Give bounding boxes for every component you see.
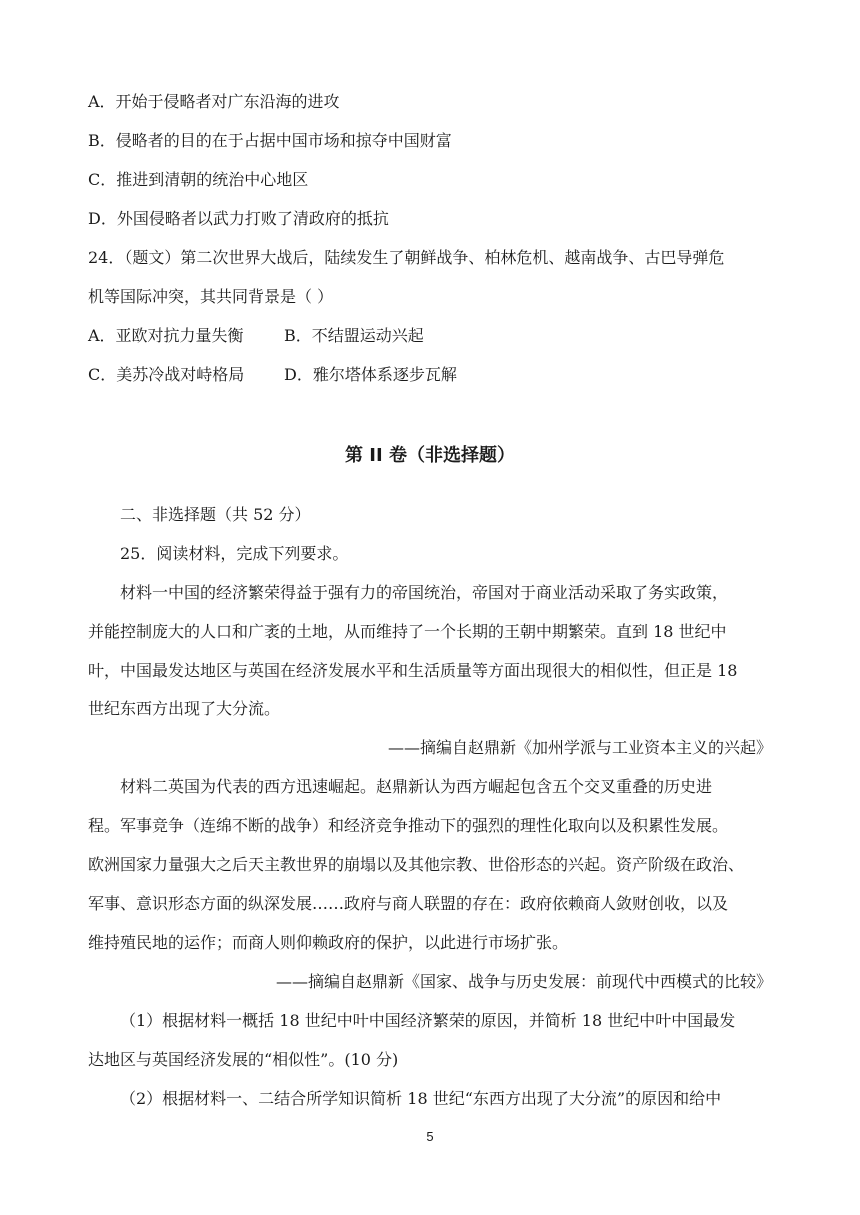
q25-intro: 25．阅读材料，完成下列要求。: [120, 544, 349, 563]
material-two-source: ——摘编自赵鼎新《国家、战争与历史发展：前现代中西模式的比较》: [275, 972, 772, 991]
sub-question-2: （2）根据材料一、二结合所学知识简析 18 世纪“东西方出现了大分流”的原因和给中: [120, 1089, 722, 1108]
page-number: 5: [426, 1129, 434, 1144]
q24-stem-line1: 24．（题文）第二次世界大战后，陆续发生了朝鲜战争、柏林危机、越南战争、古巴导弹危: [88, 248, 725, 267]
material-one-source: ——摘编自赵鼎新《加州学派与工业资本主义的兴起》: [387, 738, 772, 757]
q23-option-a: A．开始于侵略者对广东沿海的进攻: [88, 92, 340, 111]
material-two-line: 维持殖民地的运作；而商人则仰赖政府的保护，以此进行市场扩张。: [88, 933, 569, 952]
material-one-line: 叶，中国最发达地区与英国在经济发展水平和生活质量等方面出现很大的相似性，但正是 18: [88, 661, 738, 680]
material-one-line: 材料一中国的经济繁荣得益于强有力的帝国统治，帝国对于商业活动采取了务实政策，: [120, 583, 729, 602]
q23-option-b: B．侵略者的目的在于占据中国市场和掠夺中国财富: [88, 131, 452, 150]
material-two-line: 程。军事竞争（连绵不断的战争）和经济竞争推动下的强烈的理性化取向以及积累性发展。: [88, 816, 729, 835]
material-two-line: 军事、意识形态方面的纵深发展……政府与商人联盟的存在：政府依赖商人敛财创收，以及: [88, 894, 729, 913]
section-title: 第 II 卷（非选择题）: [345, 445, 515, 466]
sub-question-1-line: （1）根据材料一概括 18 世纪中叶中国经济繁荣的原因，并简析 18 世纪中叶中国最发: [120, 1011, 736, 1030]
q24-option-b: B．不结盟运动兴起: [284, 326, 424, 345]
q23-option-c: C．推进到清朝的统治中心地区: [88, 170, 309, 189]
q23-option-d: D．外国侵略者以武力打败了清政府的抵抗: [88, 209, 389, 228]
q24-option-c: C．美苏冷战对峙格局: [88, 365, 245, 384]
section-subtitle: 二、非选择题（共 52 分）: [120, 505, 311, 524]
q24-option-d: D．雅尔塔体系逐步瓦解: [284, 365, 457, 384]
material-one-line: 并能控制庞大的人口和广袤的土地，从而维持了一个长期的王朝中期繁荣。直到 18 世纪中: [88, 622, 727, 641]
sub-question-1-line: 达地区与英国经济发展的“相似性”。(10 分): [88, 1050, 399, 1069]
material-one-line: 世纪东西方出现了大分流。: [88, 699, 281, 718]
material-two-line: 欧洲国家力量强大之后天主教世界的崩塌以及其他宗教、世俗形态的兴起。资产阶级在政治、: [88, 855, 745, 874]
material-two-line: 材料二英国为代表的西方迅速崛起。赵鼎新认为西方崛起包含五个交叉重叠的历史进: [120, 777, 713, 796]
q24-stem-line2: 机等国际冲突，其共同背景是（ ）: [88, 287, 334, 306]
q24-option-a: A．亚欧对抗力量失衡: [88, 326, 244, 345]
